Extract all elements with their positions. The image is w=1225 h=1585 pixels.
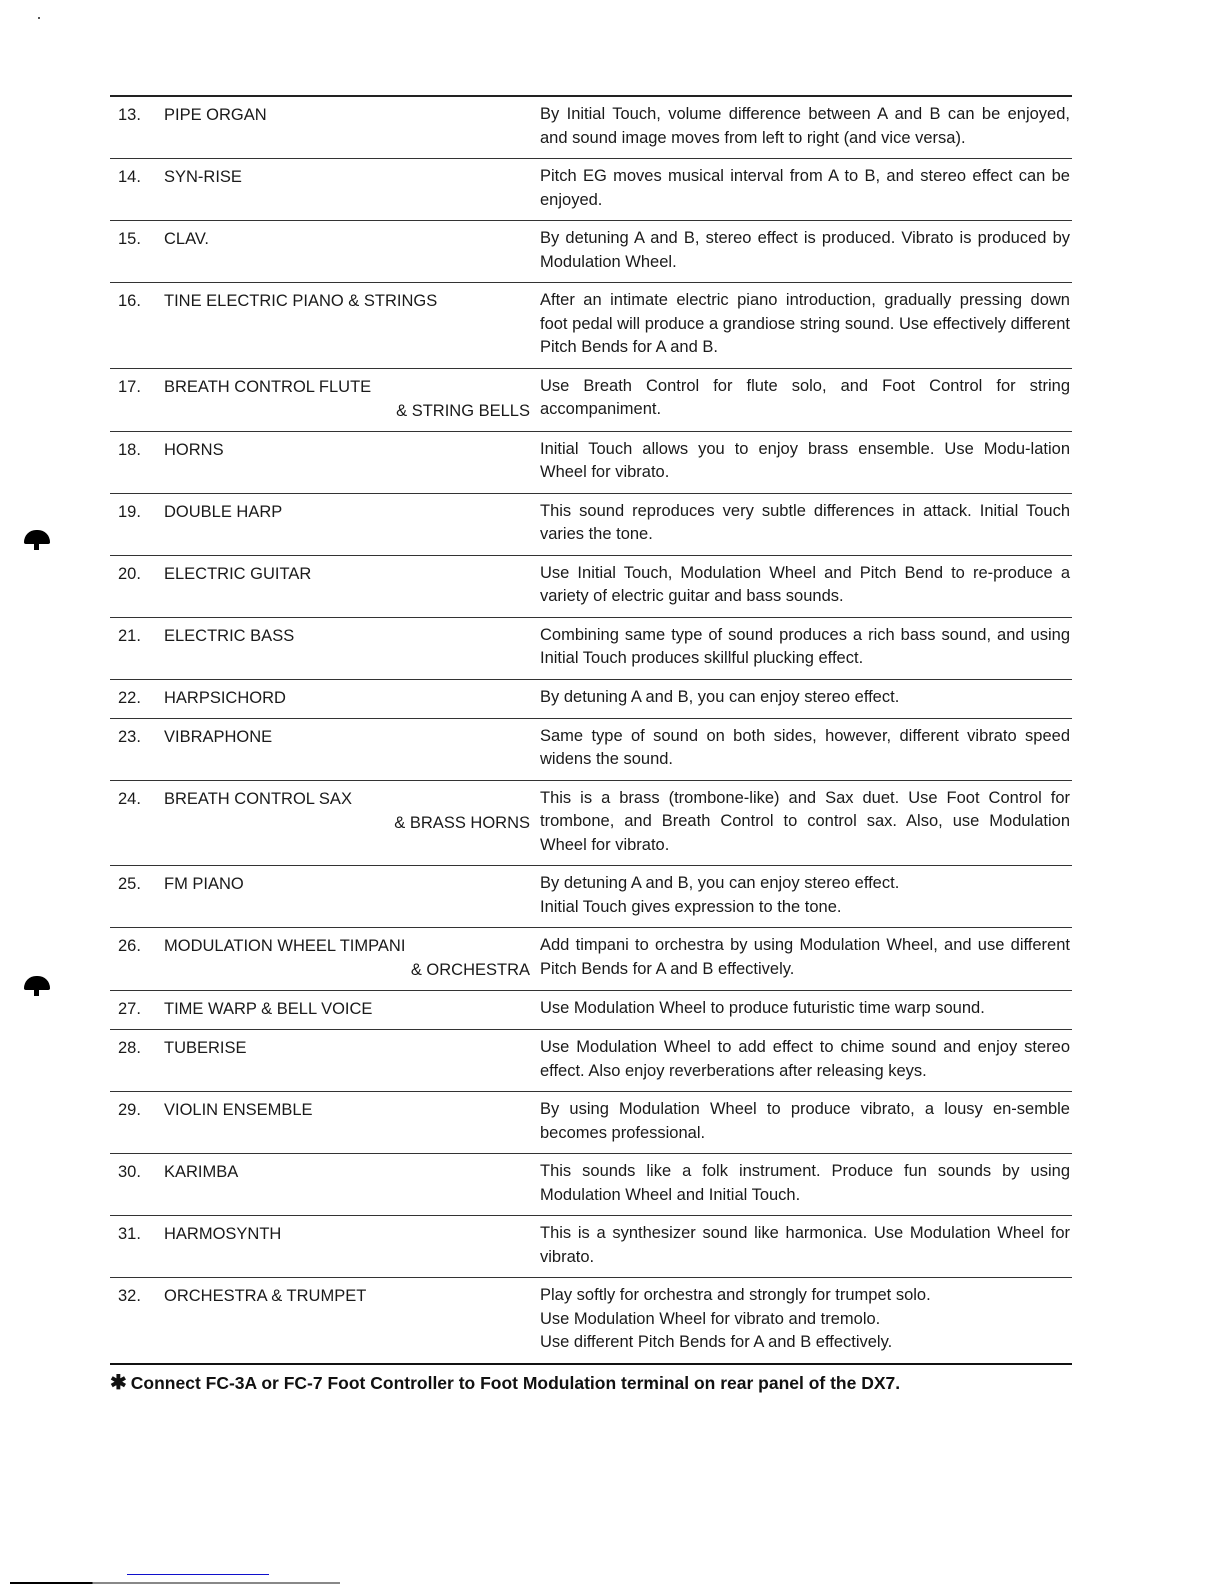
voice-name xyxy=(164,934,540,982)
voice-number: 14. xyxy=(118,168,141,186)
description-line: Use Modulation Wheel to add effect to chime sound and enjoy stereo effect. Also enjoy reverberations after releasing keys. xyxy=(540,1038,1070,1080)
voice-number: 26. xyxy=(118,937,141,955)
voice-name-line: TUBERISE xyxy=(164,1039,247,1057)
voice-name-line: TINE ELECTRIC PIANO & STRINGS xyxy=(164,292,438,310)
voice-name-line: CLAV. xyxy=(164,230,209,248)
voice-number: 29. xyxy=(118,1101,141,1119)
voice-description xyxy=(540,289,1072,360)
voice-row xyxy=(110,991,1072,1030)
punch-hole-mark xyxy=(24,530,50,544)
description-line: Initial Touch allows you to enjoy brass ensemble. Use Modu-lation Wheel for vibrato. xyxy=(540,439,1070,481)
voice-name-line: PIPE ORGAN xyxy=(164,106,267,124)
description-line: Play softly for orchestra and strongly for trumpet solo. xyxy=(540,1286,931,1304)
description-line: Use Modulation Wheel to produce futuristic time warp sound. xyxy=(540,999,985,1017)
voice-description xyxy=(540,1036,1072,1083)
description-line: Use different Pitch Bends for A and B effectively. xyxy=(540,1333,893,1351)
punch-hole-mark xyxy=(24,976,50,990)
voice-name-line: FM PIANO xyxy=(164,875,244,893)
voice-number: 18. xyxy=(118,440,141,459)
description-line: By detuning A and B, stereo effect is produced. Vibrato is produced by Modulation Wheel. xyxy=(540,229,1070,271)
voice-row xyxy=(110,494,1072,556)
voice-number: 16. xyxy=(118,292,141,310)
voice-name xyxy=(164,787,540,858)
voice-description xyxy=(540,1098,1072,1145)
voice-name-line: KARIMBA xyxy=(164,1163,239,1181)
voice-name-line: VIOLIN ENSEMBLE xyxy=(164,1101,313,1119)
voice-description xyxy=(540,227,1072,274)
voice-name-continuation: & ORCHESTRA xyxy=(410,961,530,979)
voice-number: 28. xyxy=(118,1039,141,1057)
voice-number: 30. xyxy=(118,1163,141,1181)
voice-name-line: ELECTRIC GUITAR xyxy=(164,564,312,583)
voice-number: 20. xyxy=(118,564,141,583)
description-line: By Initial Touch, volume difference between A and B can be enjoyed, and sound image moves from left to right (and vice versa). xyxy=(540,105,1070,147)
voice-name-line: HORNS xyxy=(164,440,224,459)
scan-line xyxy=(127,1574,269,1575)
description-line: By detuning A and B, you can enjoy stereo effect. xyxy=(540,874,900,892)
voice-number: 27. xyxy=(118,1000,141,1018)
voice-row xyxy=(110,556,1072,618)
description-line: Use Initial Touch, Modulation Wheel and Pitch Bend to re-produce a variety of electric guitar and bass sounds. xyxy=(540,563,1070,605)
voice-row xyxy=(110,618,1072,680)
voice-name-line: MODULATION WHEEL TIMPANI xyxy=(164,937,406,955)
voice-row xyxy=(110,680,1072,719)
voice-row xyxy=(110,866,1072,928)
voice-description xyxy=(540,562,1072,609)
voice-description xyxy=(540,500,1072,547)
voice-number: 32. xyxy=(118,1287,141,1305)
voice-name xyxy=(164,997,540,1021)
voice-row xyxy=(110,159,1072,221)
voice-description xyxy=(540,1284,1072,1355)
voice-row xyxy=(110,369,1072,432)
description-line: Pitch EG moves musical interval from A to B, and stereo effect can be enjoyed. xyxy=(540,167,1070,209)
voice-row xyxy=(110,1030,1072,1092)
voice-name-line: BREATH CONTROL FLUTE xyxy=(164,377,372,396)
voice-name xyxy=(164,686,540,710)
voice-description xyxy=(540,103,1072,150)
voice-description xyxy=(540,686,1072,710)
voice-name xyxy=(164,438,540,485)
voice-name-continuation: & BRASS HORNS xyxy=(394,813,530,832)
voice-number: 15. xyxy=(118,230,141,248)
voice-row xyxy=(110,97,1072,159)
voice-row xyxy=(110,432,1072,494)
voice-table xyxy=(110,95,1072,1365)
voice-name xyxy=(164,375,540,423)
voice-row xyxy=(110,1278,1072,1365)
voice-description xyxy=(540,375,1072,423)
voice-row xyxy=(110,1216,1072,1278)
voice-description xyxy=(540,725,1072,772)
description-line: Initial Touch gives expression to the tone. xyxy=(540,897,842,916)
voice-name-line: VIBRAPHONE xyxy=(164,727,273,746)
voice-name xyxy=(164,1284,540,1355)
footnote xyxy=(110,1371,1110,1395)
voice-name xyxy=(164,165,540,212)
voice-description xyxy=(540,872,1072,919)
description-line: Combining same type of sound produces a rich bass sound, and using Initial Touch produces skillful plucking effect. xyxy=(540,625,1070,667)
voice-number: 19. xyxy=(118,502,141,521)
description-line: Use Modulation Wheel for vibrato and tremolo. xyxy=(540,1309,881,1328)
voice-name xyxy=(164,1160,540,1207)
voice-name xyxy=(164,624,540,671)
voice-number: 17. xyxy=(118,377,141,396)
voice-row xyxy=(110,781,1072,867)
speck xyxy=(38,17,40,19)
scan-edge xyxy=(10,1582,340,1584)
voice-name-line: BREATH CONTROL SAX xyxy=(164,789,352,808)
description-line: This is a synthesizer sound like harmonica. Use Modulation Wheel for vibrato. xyxy=(540,1224,1070,1266)
voice-number: 24. xyxy=(118,789,141,808)
voice-description xyxy=(540,438,1072,485)
voice-name-line: SYN-RISE xyxy=(164,168,242,186)
voice-name xyxy=(164,1036,540,1083)
description-line: This is a brass (trombone-like) and Sax duet. Use Foot Control for trombone, and Breath Control to control sax. Also, use Modulation Wheel for vibrato. xyxy=(540,788,1070,854)
voice-name xyxy=(164,103,540,150)
voice-name-line: HARMOSYNTH xyxy=(164,1225,282,1243)
description-line: Add timpani to orchestra by using Modulation Wheel, and use different Pitch Bends for A and B effectively. xyxy=(540,936,1070,978)
description-line: Same type of sound on both sides, however, different vibrato speed widens the sound. xyxy=(540,726,1070,768)
voice-row xyxy=(110,1092,1072,1154)
voice-name xyxy=(164,562,540,609)
voice-name xyxy=(164,227,540,274)
footnote-text: Connect FC-3A or FC-7 Foot Controller to Foot Modulation terminal on rear panel of the DX7. xyxy=(130,1373,901,1393)
description-line: This sound reproduces very subtle differences in attack. Initial Touch varies the tone. xyxy=(540,501,1070,543)
voice-number: 25. xyxy=(118,875,141,893)
voice-name-line: HARPSICHORD xyxy=(164,688,286,707)
voice-description xyxy=(540,787,1072,858)
voice-name xyxy=(164,725,540,772)
voice-number: 23. xyxy=(118,727,141,746)
voice-row xyxy=(110,1154,1072,1216)
voice-number: 31. xyxy=(118,1225,141,1243)
voice-number: 22. xyxy=(118,688,141,707)
voice-row xyxy=(110,719,1072,781)
voice-row xyxy=(110,283,1072,369)
voice-description xyxy=(540,997,1072,1021)
voice-description xyxy=(540,624,1072,671)
description-line: This sounds like a folk instrument. Produce fun sounds by using Modulation Wheel and Initial Touch. xyxy=(540,1162,1070,1204)
description-line: By using Modulation Wheel to produce vibrato, a lousy en-semble becomes professional. xyxy=(540,1100,1070,1142)
description-line: By detuning A and B, you can enjoy stereo effect. xyxy=(540,687,900,706)
voice-name-line: ELECTRIC BASS xyxy=(164,626,295,645)
voice-name xyxy=(164,289,540,360)
voice-name xyxy=(164,1098,540,1145)
voice-name-line: TIME WARP & BELL VOICE xyxy=(164,1000,373,1018)
voice-name-continuation: & STRING BELLS xyxy=(396,401,530,420)
voice-row xyxy=(110,928,1072,991)
voice-name xyxy=(164,872,540,919)
voice-name xyxy=(164,500,540,547)
voice-description xyxy=(540,1222,1072,1269)
voice-number: 13. xyxy=(118,106,141,124)
voice-row xyxy=(110,221,1072,283)
description-line: Use Breath Control for flute solo, and Foot Control for string accompaniment. xyxy=(540,376,1070,418)
description-line: After an intimate electric piano introduction, gradually pressing down foot pedal will produce a grandiose string sound. Use effectively different Pitch Bends for A and B. xyxy=(540,291,1070,356)
voice-name xyxy=(164,1222,540,1269)
voice-number: 21. xyxy=(118,626,141,645)
asterisk-icon: ✱ xyxy=(110,1372,127,1394)
voice-description xyxy=(540,1160,1072,1207)
voice-description xyxy=(540,165,1072,212)
voice-name-line: DOUBLE HARP xyxy=(164,502,283,521)
voice-description xyxy=(540,934,1072,982)
voice-name-line: ORCHESTRA & TRUMPET xyxy=(164,1287,367,1305)
